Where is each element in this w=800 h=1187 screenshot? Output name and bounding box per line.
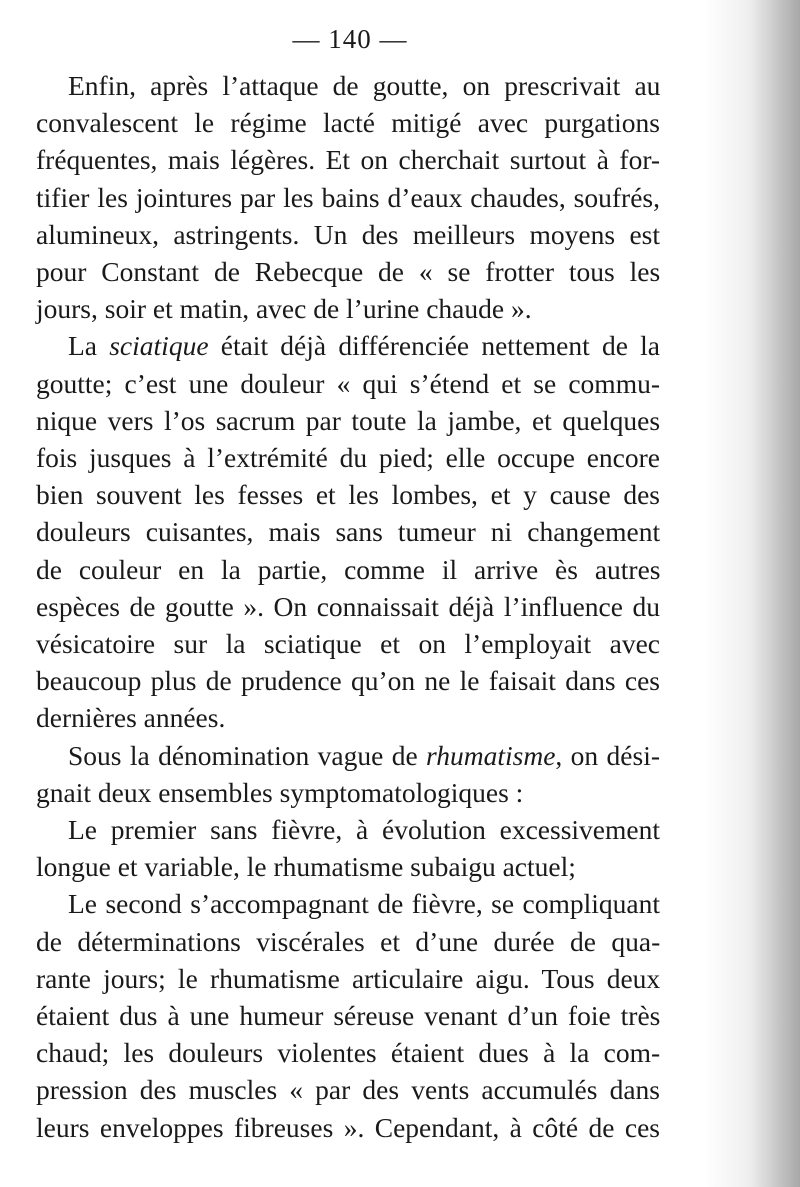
text-line: espèces de goutte ». On connaissait déjà l’influence du	[36, 590, 660, 622]
text-line: fois jusques à l’extrémité du pied; elle occupe encore	[36, 442, 660, 474]
text-run: , on dési-	[555, 739, 660, 771]
italic-term-sciatique: sciatique	[109, 330, 209, 362]
text-run: était déjà différenciée nettement de la	[208, 330, 660, 362]
text-line: tifier les jointures par les bains d’eaux chaudes, soufrés,	[36, 181, 660, 213]
text-line: beaucoup plus de prudence qu’on ne le faisait dans ces	[36, 665, 660, 697]
text-line: de déterminations viscérales et d’une durée de qua-	[36, 925, 661, 957]
text-line: bien souvent les fesses et les lombes, et y cause des	[36, 479, 660, 511]
text-line: fréquentes, mais légères. Et on cherchait surtout à for-	[36, 144, 661, 176]
text-line: Le premier sans fièvre, à évolution excessivement	[68, 814, 660, 846]
text-line: étaient dus à une humeur séreuse venant d’un foie très	[36, 1000, 661, 1032]
text-line: Le second s’accompagnant de fièvre, se compliquant	[68, 888, 660, 920]
text-line	[36, 737, 660, 774]
text-line: de couleur en la partie, comme il arrive ès autres	[36, 553, 661, 585]
text-line: convalescent le régime lacté mitigé avec purgations	[36, 107, 660, 139]
text-line: Enfin, après l’attaque de goutte, on prescrivait au	[68, 70, 661, 101]
text-line: gnait deux ensembles symptomatologiques :	[36, 776, 524, 808]
text-line: goutte; c’est une douleur « qui s’étend et se commu-	[36, 367, 660, 399]
text-line: longue et variable, le rhumatisme subaigu actuel;	[36, 851, 576, 883]
text-line: chaud; les douleurs violentes étaient dues à la com-	[36, 1037, 661, 1069]
text-line: pression des muscles « par des vents accumulés dans	[36, 1074, 660, 1106]
text-line: nique vers l’os sacrum par toute la jambe, et quelques	[36, 404, 661, 436]
text-run: La	[68, 330, 110, 362]
body-text	[36, 67, 660, 1146]
text-line: pour Constant de Rebecque de « se frotter tous les	[36, 256, 661, 288]
page-number: — 140 —	[292, 24, 408, 54]
text-line: douleurs cuisantes, mais sans tumeur ni changement	[36, 516, 661, 548]
text-line: leurs enveloppes fibreuses ». Cependant, à côté de ces	[36, 1111, 660, 1143]
text-run: Sous la dénomination vague de	[68, 739, 427, 771]
text-line: vésicatoire sur la sciatique et on l’employait avec	[36, 628, 660, 660]
text-line: alumineux, astringents. Un des meilleurs moyens est	[36, 218, 660, 250]
binding-shadow	[752, 0, 800, 1187]
italic-term-rhumatisme: rhumatisme	[426, 739, 556, 771]
text-line: dernières années.	[36, 702, 226, 734]
text-line: jours, soir et matin, avec de l’urine chaude ».	[36, 293, 532, 325]
text-line: rante jours; le rhumatisme articulaire aigu. Tous deux	[36, 962, 661, 994]
text-line	[36, 327, 660, 364]
